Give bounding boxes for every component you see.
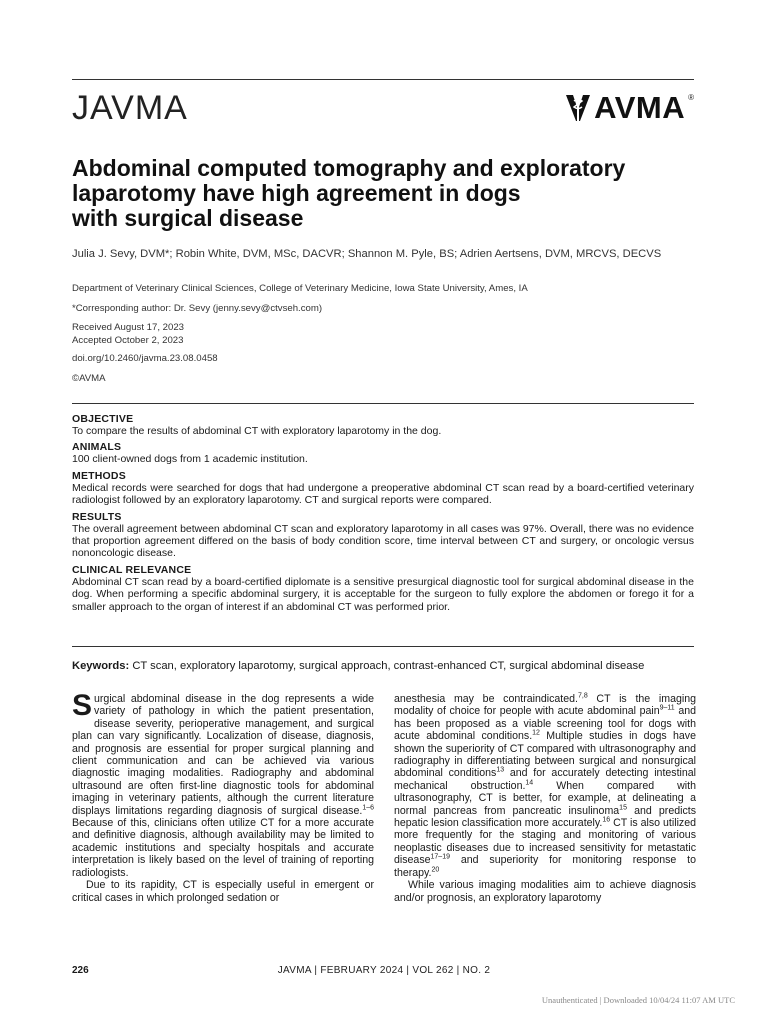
citation[interactable]: 1–6 xyxy=(362,804,374,812)
relevance-text: Abdominal CT scan read by a board-certified diplomate is a sensitive presurgical diagnostic tool for surgical abdominal disease in the dog. When performing a specific abdominal surgery, it is acceptable for the surgeon to fully explore the abdomen or forego it for a smaller approach to the organ of interest if an abdominal CT was performed prior. xyxy=(72,575,694,613)
abstract xyxy=(72,409,694,613)
body-text: anesthesia may be contraindicated. xyxy=(394,693,578,705)
body-text: and predicts hepatic lesion classification more accurately. xyxy=(394,804,696,830)
body-text: Multiple studies in dogs have shown the superiority of CT compared with ultrasonography and radiography in differentiating between surgical and nonsurgical abdominal conditions xyxy=(394,730,696,780)
body-text: CT is also utilized more frequently for the staging and monitoring of various neoplastic diseases due to increased sensitivity for metastatic disease xyxy=(394,817,696,867)
citation[interactable]: 9–11 xyxy=(659,704,675,712)
methods-heading: METHODS xyxy=(72,469,126,482)
citation[interactable]: 14 xyxy=(525,779,534,787)
citation[interactable]: 12 xyxy=(532,729,540,737)
avma-logo-text: AVMA xyxy=(594,90,686,125)
citation[interactable]: 17–19 xyxy=(430,853,450,861)
citation[interactable]: 15 xyxy=(619,804,627,812)
citation[interactable]: 16 xyxy=(602,816,611,824)
objective-heading: OBJECTIVE xyxy=(72,413,134,425)
accepted-date: Accepted October 2, 2023 xyxy=(72,335,184,346)
methods-text: Medical records were searched for dogs that had undergone a preoperative abdominal CT scan read by a board-certified veterinary radiologist followed by an exploratory laparotomy. CT and surgical reports were compared. xyxy=(72,481,694,507)
body-text: urgical abdominal disease in the dog represents a wide variety of pathology in which the patient presentation, disease severity, perioperative management, and surgical plan can vary significantly. Localization of disease, diagnosis, and prognosis are essential for proper surgical planning and client communication and can be achieved via various diagnostic imaging modalities. Radiography and abdominal ultrasound are often first-line diagnostic tools for abdominal imaging in veterinary patients, although the current literature displays limitations regarding diagnosis of surgical disease. xyxy=(72,693,374,817)
body-paragraph: While various imaging modalities aim to achieve diagnosis and/or prognosis, an exploratory laparotomy xyxy=(394,879,696,904)
body-text: and has been proposed as a viable screening tool for dogs with acute abdominal conditions. xyxy=(394,705,696,743)
download-watermark: Unauthenticated | Downloaded 10/04/24 11:07 AM UTC xyxy=(541,995,735,1005)
header-rule xyxy=(72,79,694,80)
author-list: Julia J. Sevy, DVM*; Robin White, DVM, MSc, DACVR; Shannon M. Pyle, BS; Adrien Aertsens, DVM, MRCVS, DECVS xyxy=(72,248,662,260)
body-text: When compared with ultrasonography, CT is better, for example, at delineating a normal pancreas from pancreatic insulinoma xyxy=(394,779,696,817)
citation[interactable]: 7,8 xyxy=(577,692,588,700)
received-date: Received August 17, 2023 xyxy=(72,322,185,333)
results-heading: RESULTS xyxy=(72,510,122,523)
body-paragraph: Due to its rapidity, CT is especially useful in emergent or critical cases in which prolonged sedation or xyxy=(72,879,374,904)
objective-text: To compare the results of abdominal CT with exploratory laparotomy in the dog. xyxy=(72,425,442,437)
animals-heading: ANIMALS xyxy=(72,441,122,454)
results-text: The overall agreement between abdominal CT scan and exploratory laparotomy in all cases was 97%. Overall, there was no evidence that proportion agreement differed on the basis of body condition score, time interval between CT and surgery, or oncologic versus nononcologic disease. xyxy=(72,522,694,560)
body-paragraph xyxy=(72,689,374,879)
body-text: and superiority for monitoring response to therapy. xyxy=(394,854,696,879)
body-text: Because of this, clinicians often utilize CT for a more accurate and definitive diagnosis, although availability may be limited to academic institutions and specialty hospitals and accurate interpretation is likely based on the level of training of reporting radiologists. xyxy=(72,817,374,879)
dates xyxy=(72,321,184,347)
keywords xyxy=(72,660,694,672)
page-number: 226 xyxy=(72,965,89,976)
body-text: CT is the imaging modality of choice for people with acute abdominal pain xyxy=(394,693,696,718)
animals-text: 100 client-owned dogs from 1 academic institution. xyxy=(72,453,308,466)
brand-row xyxy=(72,88,694,130)
body-text: and for accurately detecting intestinal mechanical obstruction. xyxy=(394,767,697,792)
journal-name: JAVMA xyxy=(72,89,188,127)
avma-logo[interactable] xyxy=(565,92,694,124)
doi-link[interactable]: doi.org/10.2460/javma.23.08.0458 xyxy=(72,353,218,364)
body-paragraph xyxy=(394,693,696,879)
relevance-heading: CLINICAL RELEVANCE xyxy=(72,563,192,576)
body-column-left xyxy=(72,689,374,904)
abstract-rule-bottom xyxy=(72,646,694,647)
citation[interactable]: 20 xyxy=(431,866,440,874)
article-title: Abdominal computed tomography and exploratory laparotomy have high agreement in dogs with surgical disease xyxy=(72,155,626,231)
body-column-right xyxy=(394,693,696,904)
keywords-label: Keywords: xyxy=(72,660,130,672)
corresponding-author: *Corresponding author: Dr. Sevy (jenny.sevy@ctvseh.com) xyxy=(72,303,323,314)
affiliation: Department of Veterinary Clinical Sciences, College of Veterinary Medicine, Iowa State University, Ames, IA xyxy=(72,283,528,294)
registered-mark: ® xyxy=(688,92,694,102)
copyright: ©AVMA xyxy=(72,373,106,384)
running-footer: JAVMA | FEBRUARY 2024 | VOL 262 | NO. 2 xyxy=(277,965,491,976)
keywords-text: CT scan, exploratory laparotomy, surgical approach, contrast-enhanced CT, surgical abdominal disease xyxy=(132,660,645,672)
citation[interactable]: 13 xyxy=(496,766,505,774)
caduceus-icon xyxy=(565,92,591,124)
abstract-rule-top xyxy=(72,403,694,404)
drop-cap: S xyxy=(72,689,93,722)
